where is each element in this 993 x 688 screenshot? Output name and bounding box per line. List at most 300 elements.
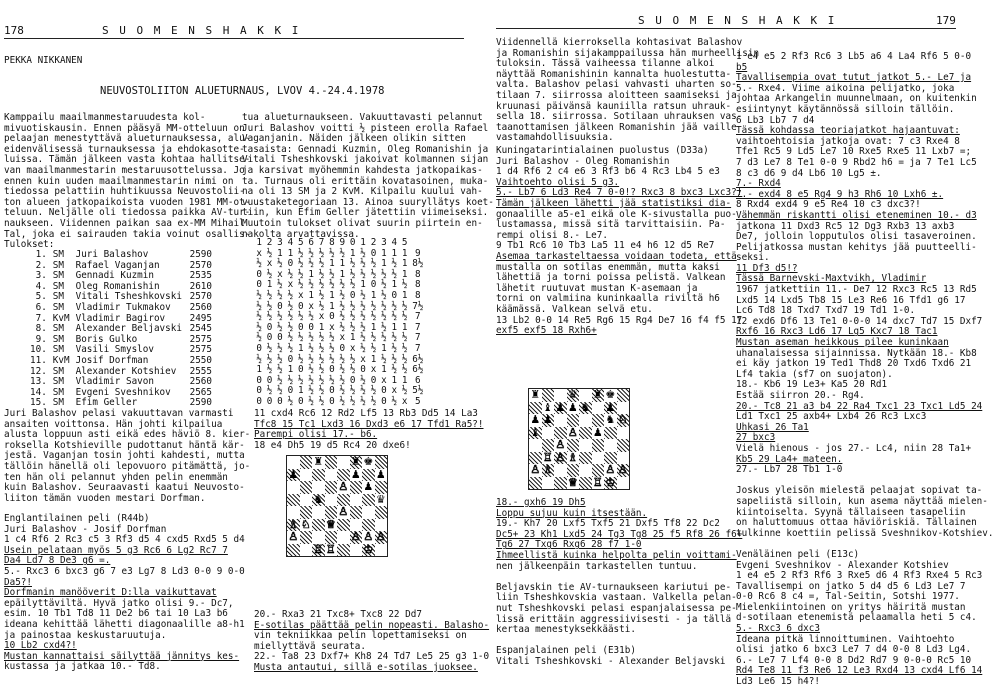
results-rating: 2535 xyxy=(189,270,212,282)
crosstable-cell: ½ xyxy=(277,364,283,376)
crosstable-cell: 0 xyxy=(329,311,335,323)
text-line: käämässä. Valkean selvä etu. xyxy=(496,303,653,315)
text-line: ton alueen jatkopaikoista vuoden 1981 MM-ot- xyxy=(4,196,251,208)
results-label: Tulokset: xyxy=(4,239,55,250)
intro-paragraph-continued xyxy=(242,113,494,240)
board-square xyxy=(325,456,338,469)
crosstable-cell: ½ xyxy=(266,385,273,397)
text-line: d-sotilaan etenemistä pelaamalla heti 5 c4. xyxy=(736,612,977,624)
board-square xyxy=(375,456,388,469)
text-line: kertaa menestyksekkäästi. xyxy=(496,624,636,636)
crosstable-cell: x xyxy=(318,311,325,323)
crosstable-header-cell: 7 xyxy=(318,237,325,248)
crosstable-cell: ½ xyxy=(391,395,398,407)
crosstable-cell: 0 xyxy=(256,385,262,397)
crosstable-cell: ½ xyxy=(329,332,335,344)
crosstable-cell: 0 xyxy=(287,258,294,270)
crosstable-cell: ½ xyxy=(277,279,283,291)
crosstable-cell: ½ xyxy=(360,258,366,270)
board-square xyxy=(579,477,592,490)
crosstable-cell: ½ xyxy=(256,258,262,270)
results-rank: 8. xyxy=(35,323,47,335)
black-pawn-icon: ♟ xyxy=(363,480,374,493)
text-line: tällöin hänellä oli lepovuoro pitämättä, jo- xyxy=(4,460,251,472)
text-line: tilaan 7. siirrossa aloitteen saamiseksi ja xyxy=(496,89,737,101)
text-line: 5.- Lb7 6 Ld3 Re4 7 0-0!? Rxc3 8 bxc3 Lxc3?! xyxy=(496,187,743,199)
black-bishop-icon: ♝ xyxy=(542,400,553,414)
text-line: Vitali Tsheshkovski - Alexander Beljavski xyxy=(496,655,726,667)
right-page-number: 179 xyxy=(936,14,956,27)
text-line: 18.- Kb6 19 Le3+ Ka5 20 Rd1 xyxy=(736,379,888,391)
white-bishop-icon: ♗ xyxy=(288,517,299,531)
board-square xyxy=(579,389,592,402)
text-line: 11 Df3 d5!? xyxy=(736,262,798,274)
board-square xyxy=(337,456,350,469)
white-pawn-icon: ♙ xyxy=(288,530,299,543)
results-name: Oleg Romanishin xyxy=(75,280,160,292)
text-line: Dc5+ 23 Kh1 Lxd5 24 Tg3 Tg8 25 f5 Rf8 26 f6+ xyxy=(496,528,743,540)
crosstable-cell: ½ xyxy=(308,332,314,344)
text-line: Tfc8 15 Tc1 Lxd3 16 Dxd3 e6 17 Tfd1 Ra5?! xyxy=(254,418,484,430)
crosstable-cell: ½ xyxy=(308,311,314,323)
crosstable-cell: 0 xyxy=(329,364,335,376)
black-bishop-icon: ♝ xyxy=(530,425,541,439)
crosstable-cell: 1 xyxy=(339,258,346,270)
crosstable-cell: ½ xyxy=(287,268,294,280)
text-line: ansaiten voittonsa. Hän johti kilpailua xyxy=(4,418,223,430)
crosstable-cell: 0 xyxy=(329,385,335,397)
crosstable-cell: 1 xyxy=(401,258,408,270)
white-king-icon: ♔ xyxy=(605,475,616,489)
text-line: lissä erittäin aggressiivisesti - ja tällä xyxy=(496,613,732,625)
crosstable-cell: 0 xyxy=(266,332,273,344)
crosstable-header-cell: 3 xyxy=(381,237,387,248)
white-pawn-icon: ♙ xyxy=(363,530,374,543)
crosstable-cell: ½ xyxy=(370,395,377,407)
text-line: tasaista: Gennadi Kuzmin, Oleg Romanishin ja xyxy=(242,143,489,155)
text-line: na oli 13 SM ja 2 KvM. Kilpailu kuului vah- xyxy=(242,186,483,198)
crosstable-cell: ½ xyxy=(266,268,273,280)
results-row xyxy=(30,250,218,261)
crosstable-cell: 0 xyxy=(256,268,262,280)
results-rating: 2575 xyxy=(189,333,212,345)
crosstable-cell: 1 xyxy=(401,374,408,386)
text-line: Lc6 Td8 18 Txd7 Txd7 19 Td1 1-0. xyxy=(736,305,916,317)
text-line: uhanalaisessa sijainnissa. Nytkään 18.- Kb8 xyxy=(736,347,977,359)
crosstable-cell: 0 xyxy=(297,364,304,376)
text-line: 0-0 Rc6 8 c4 =, Tal-Seitin, Sotshi 1977. xyxy=(736,591,960,603)
crosstable-cell: ½ xyxy=(277,311,283,323)
text-line: jestä. Vaganjan tosin johti kahdesti, mutta xyxy=(4,450,245,462)
left-header-rule xyxy=(4,38,464,39)
results-name: Vladimir Bagirov xyxy=(75,312,166,324)
crosstable-cell: ½ xyxy=(339,364,346,376)
crosstable-header-cell: 5 xyxy=(297,237,304,248)
board-square xyxy=(592,452,605,465)
crosstable-cell: 1 xyxy=(329,258,335,270)
crosstable-cell: ½ xyxy=(277,342,283,354)
board-square xyxy=(375,506,388,519)
results-rank: 14. xyxy=(30,386,47,398)
crosstable-cell: 1 xyxy=(318,321,325,333)
text-line: liin Tsheshkovskia vastaan. Valkella pelan- xyxy=(496,592,737,604)
crosstable-cell: ½ xyxy=(391,332,398,344)
crosstable-cell: 0 xyxy=(329,395,335,407)
crosstable-cell: ½ xyxy=(318,385,325,397)
crosstable-cell: ½ xyxy=(381,353,387,365)
text-line: ei käy jatkon 19 Ted1 Thd8 20 Txd6 Txd6 21 xyxy=(736,358,972,370)
white-king-icon: ♔ xyxy=(363,542,374,556)
crosstable-cell: 1 xyxy=(329,300,335,312)
text-line: ideana kehittää lähetti diagonaalille a8-h1 xyxy=(4,618,245,630)
text-line: 12 exd6 Df6 13 Te1 0-0-0 14 dxc7 Td7 15 Dxf7 xyxy=(736,315,983,327)
text-line: jatkona 11 Dxd3 Rc5 12 Dg3 Rxb3 13 axb3 xyxy=(736,220,955,232)
results-rating: 2555 xyxy=(189,365,212,377)
crosstable-header-cell: 6 xyxy=(308,237,314,248)
text-line: Ideana pitkä linnoittuminen. Vaihtoehto xyxy=(736,633,955,645)
crosstable-cell: 0 xyxy=(381,385,387,397)
crosstable-cell: ½ xyxy=(360,300,366,312)
board-square xyxy=(375,481,388,494)
text-line: 1 e4 e5 2 Rf3 Rc6 3 Lb5 a6 4 La4 Rf6 5 0-0 xyxy=(736,51,972,62)
crosstable-header-cell: 4 xyxy=(287,237,294,248)
crosstable-header-cell: 5 xyxy=(401,237,408,248)
results-title: SM xyxy=(52,301,64,313)
crosstable-cell: x xyxy=(349,342,356,354)
text-line: ennen kuin uuden maailmanmestarin nimi on xyxy=(4,175,234,187)
text-line: 7 d3 Le7 8 Te1 0-0 9 Rbd2 h6 = ja 7 Te1 Lc5 xyxy=(736,156,977,168)
text-line: epäilyttäviltä. Hyvä jatko olisi 9.- Dc7, xyxy=(4,597,234,609)
text-line: b5 xyxy=(736,61,748,73)
text-line: Juri Balashov - Oleg Romanishin xyxy=(496,155,670,167)
crosstable-cell: ½ xyxy=(277,385,283,397)
results-rank: 9. xyxy=(35,333,47,345)
crosstable-cell: ½ xyxy=(381,321,387,333)
crosstable-cell: ½ xyxy=(360,332,366,344)
crosstable-cell: ½ xyxy=(339,321,346,333)
text-line: kustassa ja jatkaa 10.- Td8. xyxy=(4,661,161,673)
results-rank: 1. xyxy=(35,249,47,260)
crosstable-cell: ½ xyxy=(339,385,346,397)
results-name: Vasili Smyslov xyxy=(75,344,154,356)
crosstable-cell: 0 xyxy=(391,289,398,301)
board-square xyxy=(337,531,350,544)
white-rook-icon: ♖ xyxy=(592,475,603,489)
board-square xyxy=(300,531,313,544)
white-pawn-icon: ♙ xyxy=(555,450,566,464)
crosstable-cell: ½ xyxy=(370,268,377,280)
crosstable-cell: 1 xyxy=(391,247,398,259)
crosstable-cell: ½ xyxy=(329,353,335,365)
crosstable-cell: x xyxy=(308,300,314,312)
crosstable-cell: ½ xyxy=(287,300,294,312)
white-pawn-icon: ♙ xyxy=(567,425,578,439)
black-king-icon: ♚ xyxy=(605,388,616,401)
crosstable-cell: ½ xyxy=(391,300,398,312)
black-queen-icon: ♛ xyxy=(375,492,386,506)
crosstable-cell: ½ xyxy=(360,289,366,301)
text-line: 18 e4 Dh5 19 d5 Rc4 20 dxe6! xyxy=(254,439,411,451)
text-line: 22.- Ta8 23 Dxf7+ Kh8 24 Td7 Le5 25 g3 1-0 xyxy=(254,651,490,663)
text-line: on haluttomuus ottaa häviöriskiä. Tällainen xyxy=(736,517,977,529)
text-line: 8 Rxd4 exd4 9 e5 Re4 10 c3 dxc3?! xyxy=(736,199,921,211)
text-line: Beljavskin tie AV-turnaukseen kariutui pe- xyxy=(496,581,732,593)
crosstable-cell: 0 xyxy=(370,279,377,291)
crosstable-cell: ½ xyxy=(266,364,273,376)
crosstable-cell: ½ xyxy=(401,332,408,344)
crosstable-cell: ½ xyxy=(297,311,304,323)
crosstable-cell: ½ xyxy=(349,258,356,270)
results-name: Alexander Kotshiev xyxy=(75,365,177,377)
board-square xyxy=(592,439,605,452)
crosstable-cell: ½ xyxy=(256,321,262,333)
crosstable-cell: ½ xyxy=(349,321,356,333)
crosstable-cell: ½ xyxy=(277,289,283,301)
crosstable-cell: 0 xyxy=(277,300,283,312)
board-square xyxy=(604,439,617,452)
crosstable-cell: ½ xyxy=(256,332,262,344)
chess-diagram-2 xyxy=(528,388,630,490)
crosstable-cell: ½ xyxy=(349,268,356,280)
text-line: Ihmeellistä kuinka helpolta pelin voittami- xyxy=(496,549,737,561)
text-line: Espanjalainen peli (E31b) xyxy=(496,645,636,657)
white-queen-icon: ♕ xyxy=(567,475,578,489)
crosstable-cell: ½ xyxy=(360,395,366,407)
black-pawn-icon: ♟ xyxy=(605,400,616,414)
results-title: SM xyxy=(52,323,64,335)
text-line: Joskus yleisön mielestä pelaajat sopivat ta- xyxy=(736,485,983,497)
white-pawn-icon: ♙ xyxy=(350,530,361,543)
crosstable-cell: ½ xyxy=(329,247,335,259)
results-name: Efim Geller xyxy=(75,397,138,409)
crosstable-cell: 1 xyxy=(401,321,408,333)
text-line: mivuotiskausin. Ennen pääsyä MM-otteluun on xyxy=(4,122,245,134)
crosstable-cell: ½ xyxy=(370,258,377,270)
board-square xyxy=(592,414,605,427)
results-title: SM xyxy=(52,397,64,409)
text-line: Vielä hienous - jos 27.- Lc4, niin 28 Ta1+ xyxy=(736,442,972,454)
crosstable-cell: 1 xyxy=(381,247,387,259)
black-pawn-icon: ♟ xyxy=(375,467,386,481)
text-line: lähettiä ja torni poissa pelistä. Valkean xyxy=(496,272,726,284)
crosstable-cell: 1 xyxy=(329,289,335,301)
crosstable-points: 5½ xyxy=(412,385,424,397)
crosstable-cell: 1 xyxy=(370,353,377,365)
crosstable-cell: ½ xyxy=(329,279,335,291)
crosstable-cell: ½ xyxy=(287,289,294,301)
crosstable-cell: ½ xyxy=(277,321,283,333)
crosstable-cell: ½ xyxy=(349,311,356,323)
text-line: pelaajan menestyttävä alueturnauksessa, alu- xyxy=(4,133,251,145)
results-name: Alexander Beljavski xyxy=(75,323,182,335)
crosstable-cell: ½ xyxy=(308,279,314,291)
text-line: Mustan kannattaisi säilyttää jännitys kes- xyxy=(4,650,240,662)
crosstable-cell: 1 xyxy=(401,268,408,280)
text-line: seksi. xyxy=(736,252,770,264)
crosstable-points: 8 xyxy=(415,279,421,291)
results-rating: 2560 xyxy=(189,376,212,388)
results-name: Boris Gulko xyxy=(75,333,138,345)
crosstable-cell: 1 xyxy=(391,374,398,386)
board-square xyxy=(300,544,313,557)
black-rook-icon: ♜ xyxy=(350,455,361,468)
results-rank: 15. xyxy=(30,397,47,409)
results-rank: 4. xyxy=(35,280,47,292)
board-square xyxy=(350,481,363,494)
text-line: Parempi olisi 17.- b6. xyxy=(254,429,378,441)
white-rook-icon: ♖ xyxy=(542,450,553,464)
board-square xyxy=(529,477,542,490)
text-line: ten hän oli pelannut yhden pelin enemmän xyxy=(4,471,228,483)
crosstable-cell: ½ xyxy=(287,342,294,354)
crosstable-header xyxy=(254,238,426,249)
text-line: Mustan aseman heikkous pilee kuninkaan xyxy=(736,337,949,349)
crosstable-cell: ½ xyxy=(391,311,398,323)
crosstable-cell: ½ xyxy=(391,342,398,354)
crosstable-cell: 1 xyxy=(381,364,387,376)
text-line: nakolta arvattavissa. xyxy=(242,228,360,240)
crosstable-cell: ½ xyxy=(349,300,356,312)
crosstable-cell: ½ xyxy=(308,374,314,386)
text-line: 20.- Rxa3 21 Txc8+ Txc8 22 Dd7 xyxy=(254,609,422,620)
text-line: 5.- Rxc3 6 dxc3 xyxy=(736,623,820,635)
crosstable-cell: 0 xyxy=(287,385,294,397)
board-square xyxy=(579,414,592,427)
text-line: 13 Lb2 0-0 14 Re5 Rg6 15 Rg4 De7 16 f4 f5 17 xyxy=(496,314,743,326)
text-line: taanottamisen jälkeen Romanishin jää vaille xyxy=(496,121,737,133)
crosstable-cell: 0 xyxy=(277,395,283,407)
crosstable-cell: ½ xyxy=(297,332,304,344)
crosstable-cell: 1 xyxy=(370,321,377,333)
white-knight-icon: ♘ xyxy=(617,413,628,426)
crosstable-cell: ½ xyxy=(308,353,314,365)
results-rank: 2. xyxy=(35,259,47,271)
chess-diagram-1 xyxy=(286,455,388,557)
text-line: 5.- Rxc3 6 bxc3 g6 7 e3 Lg7 8 Ld3 0-0 9 0-0 xyxy=(4,565,245,577)
right-header-rule xyxy=(496,28,956,29)
text-line: van maailmanmestarin mestaruusottelussa. Jo xyxy=(4,164,245,176)
text-line: 8 c3 d6 9 d4 Lb6 10 Lg5 ±. xyxy=(736,167,882,179)
crosstable-cell: ½ xyxy=(391,353,398,365)
text-line: Loppu sujuu kuin itsestään. xyxy=(496,507,648,519)
crosstable-cell: 1 xyxy=(381,258,387,270)
text-line: esiintynyt käytännössä silloin tällöin. xyxy=(736,103,955,115)
crosstable-cell: ½ xyxy=(339,311,346,323)
board-square xyxy=(542,427,555,440)
crosstable-cell: ½ xyxy=(370,332,377,344)
crosstable-cell: 0 xyxy=(256,342,262,354)
crosstable-cell: ½ xyxy=(349,385,356,397)
text-line: sella 18. siirrossa. Sotilaan uhrauksen vas- xyxy=(496,111,743,123)
text-line: Da5?! xyxy=(4,576,32,588)
results-name: Josif Dorfman xyxy=(75,354,149,366)
board-square xyxy=(325,469,338,482)
crosstable-cell: 1 xyxy=(360,279,366,291)
board-square xyxy=(287,506,300,519)
results-rank: 12. xyxy=(30,365,47,377)
crosstable-cell: ½ xyxy=(318,364,325,376)
text-line: 6 Lb3 Lb7 7 d4 xyxy=(736,114,815,126)
crosstable-cell: ½ xyxy=(349,395,356,407)
results-row xyxy=(30,356,218,367)
board-square xyxy=(312,506,325,519)
crosstable-cell: ½ xyxy=(287,374,294,386)
crosstable-cell: ½ xyxy=(318,395,325,407)
crosstable-cell: 0 xyxy=(297,395,304,407)
text-line: Asemaa tarkasteltaessa voidaan todeta, että xyxy=(496,250,737,262)
game2-notes xyxy=(496,146,742,337)
crosstable-cell: 0 xyxy=(266,395,273,407)
black-rook-icon: ♜ xyxy=(313,455,324,468)
crosstable-cell: ½ xyxy=(297,247,304,259)
text-line: tuloksin. Tässä vaiheessa tilanne alkoi xyxy=(496,58,715,70)
text-line: sapeliistä silloin, kun asema näyttää mielen- xyxy=(736,495,988,507)
results-title: SM xyxy=(52,344,64,356)
crosstable-cell: ½ xyxy=(308,364,314,376)
text-line: tua alueturnaukseen. Vakuuttavasti pelannut xyxy=(242,112,483,123)
board-square xyxy=(287,481,300,494)
crosstable-cell: 1 xyxy=(370,289,377,301)
crosstable-cell: ½ xyxy=(266,342,273,354)
text-line: Venäläinen peli (E13c) xyxy=(736,548,860,560)
crosstable-cell: 1 xyxy=(308,268,314,280)
crosstable-cell: 1 xyxy=(308,289,314,301)
board-square xyxy=(592,402,605,415)
results-name: Gennadi Kuzmin xyxy=(75,270,154,282)
board-square xyxy=(287,456,300,469)
text-line: Ld1 Txc1 25 axb4+ Lxb4 26 Rc3 Lxc3 xyxy=(736,411,927,423)
crosstable-cell: x xyxy=(266,258,273,270)
results-rating: 2565 xyxy=(189,386,212,398)
summary-paragraph xyxy=(4,409,250,504)
board-square xyxy=(567,439,580,452)
text-line: Muutoin tulokset olivat suurin piirtein en- xyxy=(242,217,483,229)
results-name: Juri Balashov xyxy=(75,249,149,260)
crosstable-cell: ½ xyxy=(339,374,346,386)
crosstable-cell: ½ xyxy=(391,268,398,280)
crosstable-cell: 1 xyxy=(256,364,262,376)
crosstable-cell: 0 xyxy=(287,353,294,365)
white-pawn-icon: ♙ xyxy=(617,463,628,476)
crosstable-cell: ½ xyxy=(401,300,408,312)
text-line: 27 bxc3 xyxy=(736,432,776,444)
text-line: vuustaketegoriaan 13. Ainoa suuryllätys koet- xyxy=(242,196,494,208)
black-pawn-icon: ♟ xyxy=(592,425,603,439)
crosstable-cell: ½ xyxy=(277,374,283,386)
text-line: Tfe1 Rc5 9 Ld5 Le7 10 Rxe5 Rxe5 11 Lxb7 =; xyxy=(736,146,972,158)
crosstable-cell: ½ xyxy=(318,374,325,386)
crosstable-cell: 1 xyxy=(401,289,408,301)
text-line: olisi jatko 6 bxc3 Le7 7 d4 0-0 8 Ld3 Lg4. xyxy=(736,644,972,656)
right-intro-paragraph xyxy=(496,38,759,144)
crosstable-cell: ½ xyxy=(370,342,377,354)
crosstable-cell: 0 xyxy=(308,321,314,333)
text-line: vaihtoehtoisia jatkoja ovat: 7 c3 Rxe4 8 xyxy=(736,135,960,147)
board-square xyxy=(617,477,630,490)
crosstable-cell: 0 xyxy=(370,247,377,259)
crosstable-cell: ½ xyxy=(381,268,387,280)
crosstable-cell: ½ xyxy=(256,311,262,323)
crosstable-cell: ½ xyxy=(401,311,408,323)
text-line: esim. 10 Tb1 Td8 11 De2 b6 tai 10 La3 b6 xyxy=(4,608,228,620)
board-square xyxy=(312,481,325,494)
board-square xyxy=(350,506,363,519)
crosstable-cell: ½ xyxy=(318,247,325,259)
crosstable-header-cell: 1 xyxy=(360,237,366,248)
board-square xyxy=(542,389,555,402)
board-square xyxy=(617,427,630,440)
crosstable-cell: ½ xyxy=(318,258,325,270)
